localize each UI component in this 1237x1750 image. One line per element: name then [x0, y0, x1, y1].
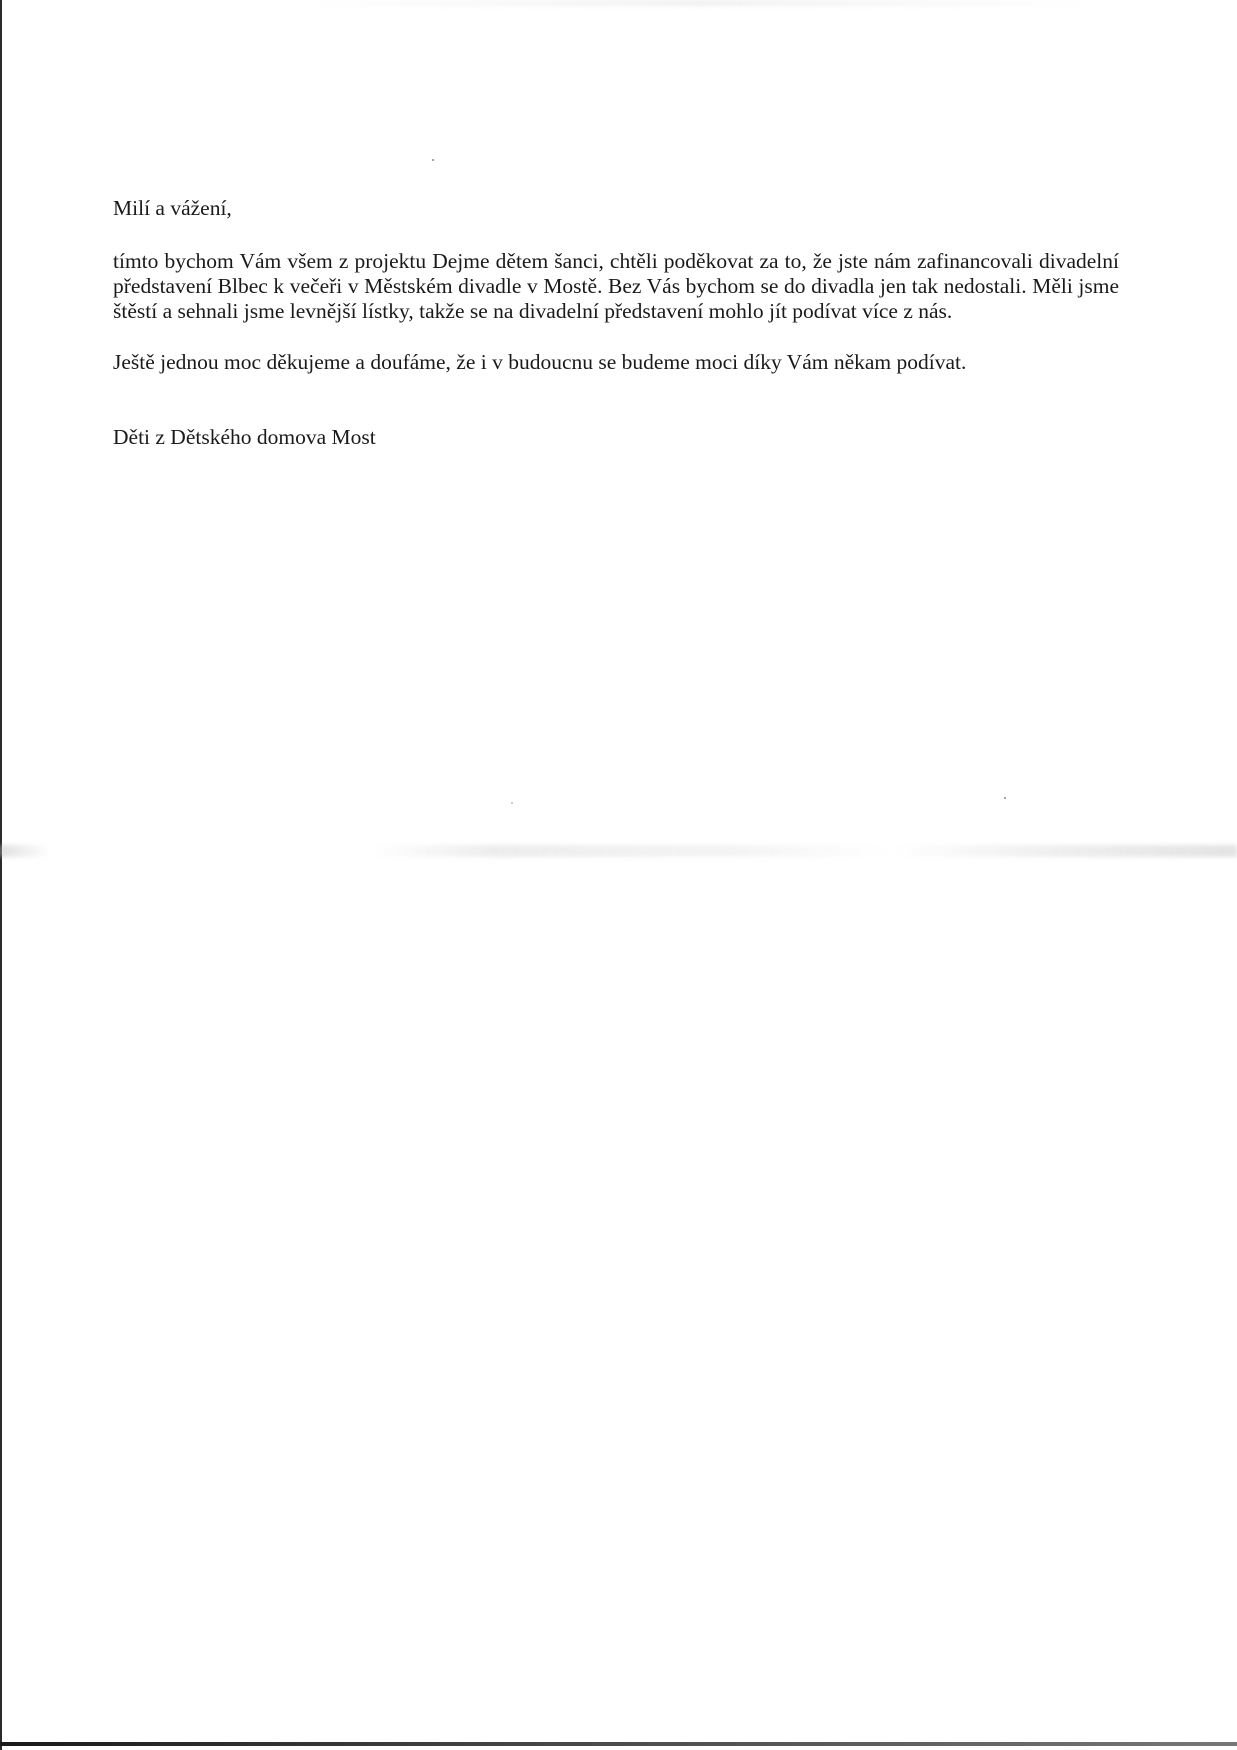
scan-fold-mark [0, 845, 1237, 857]
letter-body [113, 196, 1119, 450]
scan-speck [432, 159, 434, 161]
letter-paragraph-thanks: tímto bychom Vám všem z projektu Dejme dětem šanci, chtěli poděkovat za to, že jste nám zafinancovali divadelní představení Blbec k večeři v Městském divadle v Mostě. Bez Vás bychom se do divadla jen tak nedostali. Měli jsme štěstí a sehnali jsme levnější lístky, takže se na divadelní představení mohlo jít podívat více z nás. [113, 249, 1119, 323]
letter-signature: Děti z Dětského domova Most [113, 425, 376, 449]
scan-speck [1004, 797, 1006, 799]
scan-bottom-edge [0, 1742, 1237, 1746]
scan-left-edge [0, 0, 2, 1750]
scan-top-shadow [300, 0, 1100, 6]
letter-salutation: Milí a vážení, [113, 196, 232, 220]
scan-speck [511, 802, 513, 804]
letter-paragraph-closing: Ještě jednou moc děkujeme a doufáme, že i v budoucnu se budeme moci díky Vám někam podívat. [113, 350, 967, 374]
